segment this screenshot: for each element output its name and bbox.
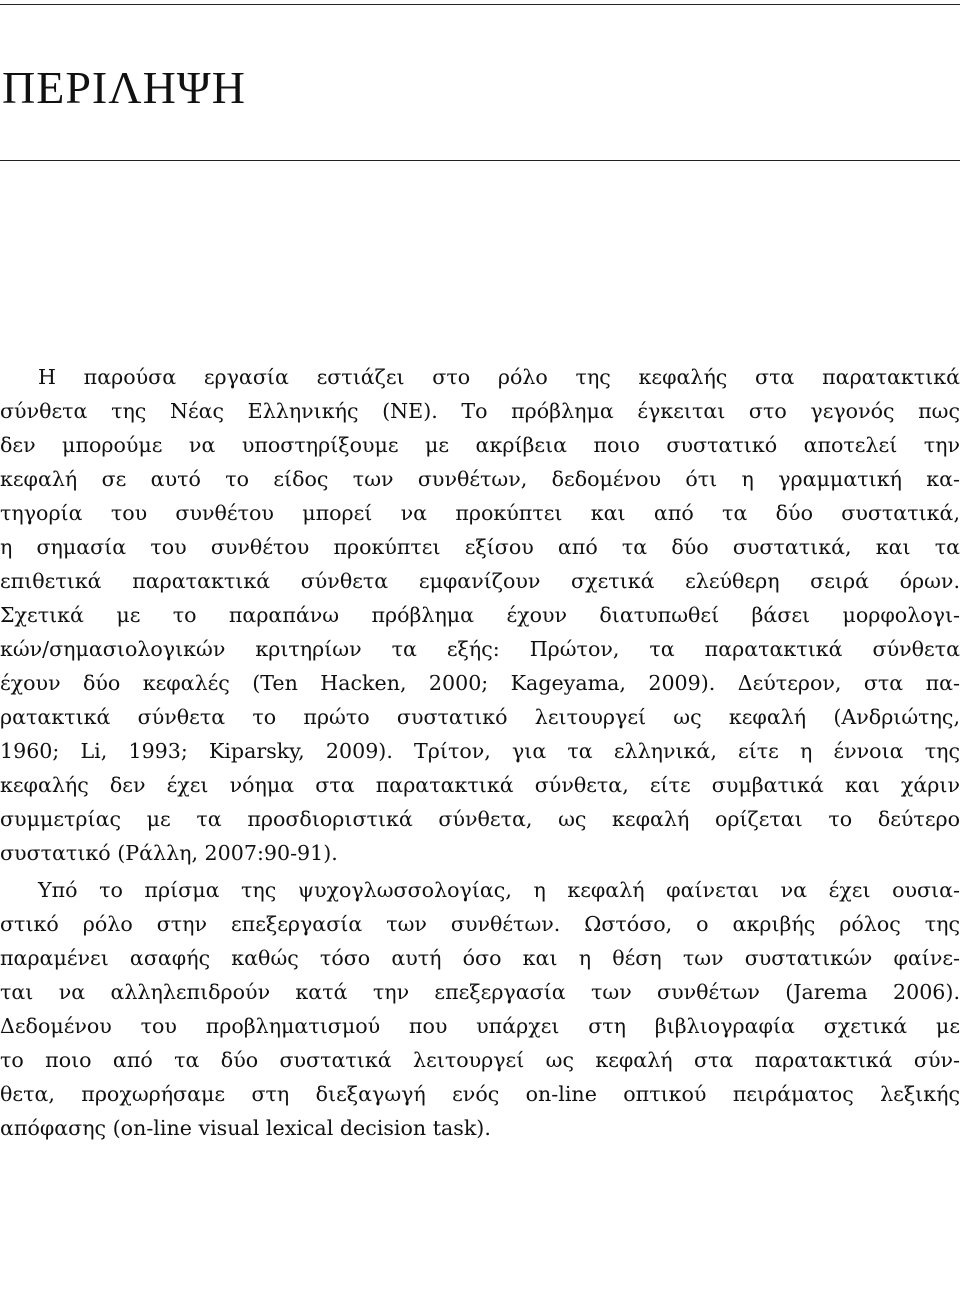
text-line: συστατικό (Ράλλη, 2007:90-91). — [0, 841, 338, 865]
text-line: επιθετικά παρατακτικά σύνθετα εμφανίζουν σχετικά ελεύθερη σειρά όρων. — [0, 569, 960, 593]
text-line: η σημασία του συνθέτου προκύπτει εξίσου από τα δύο συστατικά, και τα — [0, 535, 960, 559]
text-line: Η παρούσα εργασία εστιάζει στο ρόλο της κεφαλής στα παρατακτικά — [38, 365, 960, 389]
abstract-body — [0, 360, 960, 1145]
text-line: 1960; Li, 1993; Kiparsky, 2009). Τρίτον, για τα ελληνικά, είτε η έννοια της — [0, 739, 960, 763]
text-line: Σχετικά με το παραπάνω πρόβλημα έχουν διατυπωθεί βάσει μορφολογι- — [0, 603, 960, 627]
text-line: παραμένει ασαφής καθώς τόσο αυτή όσο και η θέση των συστατικών φαίνε- — [0, 946, 960, 970]
top-rule — [0, 4, 960, 5]
text-line: απόφασης (on-line visual lexical decision task). — [0, 1116, 491, 1140]
text-line: κεφαλής δεν έχει νόημα στα παρατακτικά σύνθετα, είτε συμβατικά και χάριν — [0, 773, 960, 797]
paragraph-2 — [0, 873, 960, 1145]
text-line: συμμετρίας με τα προσδιοριστικά σύνθετα, ως κεφαλή ορίζεται το δεύτερο — [0, 807, 960, 831]
title-divider — [0, 160, 960, 161]
text-line: θετα, προχωρήσαμε στη διεξαγωγή ενός on-line οπτικού πειράματος λεξικής — [0, 1082, 960, 1106]
text-line: έχουν δύο κεφαλές (Ten Hacken, 2000; Kageyama, 2009). Δεύτερον, στα πα- — [0, 671, 960, 695]
text-line: στικό ρόλο στην επεξεργασία των συνθέτων. Ωστόσο, ο ακριβής ρόλος της — [0, 912, 960, 936]
text-line: σύνθετα της Νέας Ελληνικής (ΝΕ). Το πρόβλημα έγκειται στο γεγονός πως — [0, 399, 960, 423]
text-line: ται να αλληλεπιδρούν κατά την επεξεργασία των συνθέτων (Jarema 2006). — [0, 980, 960, 1004]
text-line: τηγορία του συνθέτου μπορεί να προκύπτει και από τα δύο συστατικά, — [0, 501, 960, 525]
text-line: δεν μπορούμε να υποστηρίξουμε με ακρίβεια ποιο συστατικό αποτελεί την — [0, 433, 960, 457]
page-title: ΠΕΡΙΛΗΨΗ — [2, 62, 246, 113]
paragraph-1 — [0, 360, 960, 870]
text-line: Υπό το πρίσμα της ψυχογλωσσολογίας, η κεφαλή φαίνεται να έχει ουσια- — [38, 878, 960, 902]
text-line: κών/σημασιολογικών κριτηρίων τα εξής: Πρώτον, τα παρατακτικά σύνθετα — [0, 637, 960, 661]
text-line: το ποιο από τα δύο συστατικά λειτουργεί ως κεφαλή στα παρατακτικά σύν- — [0, 1048, 960, 1072]
text-line: ρατακτικά σύνθετα το πρώτο συστατικό λειτουργεί ως κεφαλή (Ανδριώτης, — [0, 705, 960, 729]
text-line: Δεδομένου του προβληματισμού που υπάρχει στη βιβλιογραφία σχετικά με — [0, 1014, 960, 1038]
text-line: κεφαλή σε αυτό το είδος των συνθέτων, δεδομένου ότι η γραμματική κα- — [0, 467, 960, 491]
